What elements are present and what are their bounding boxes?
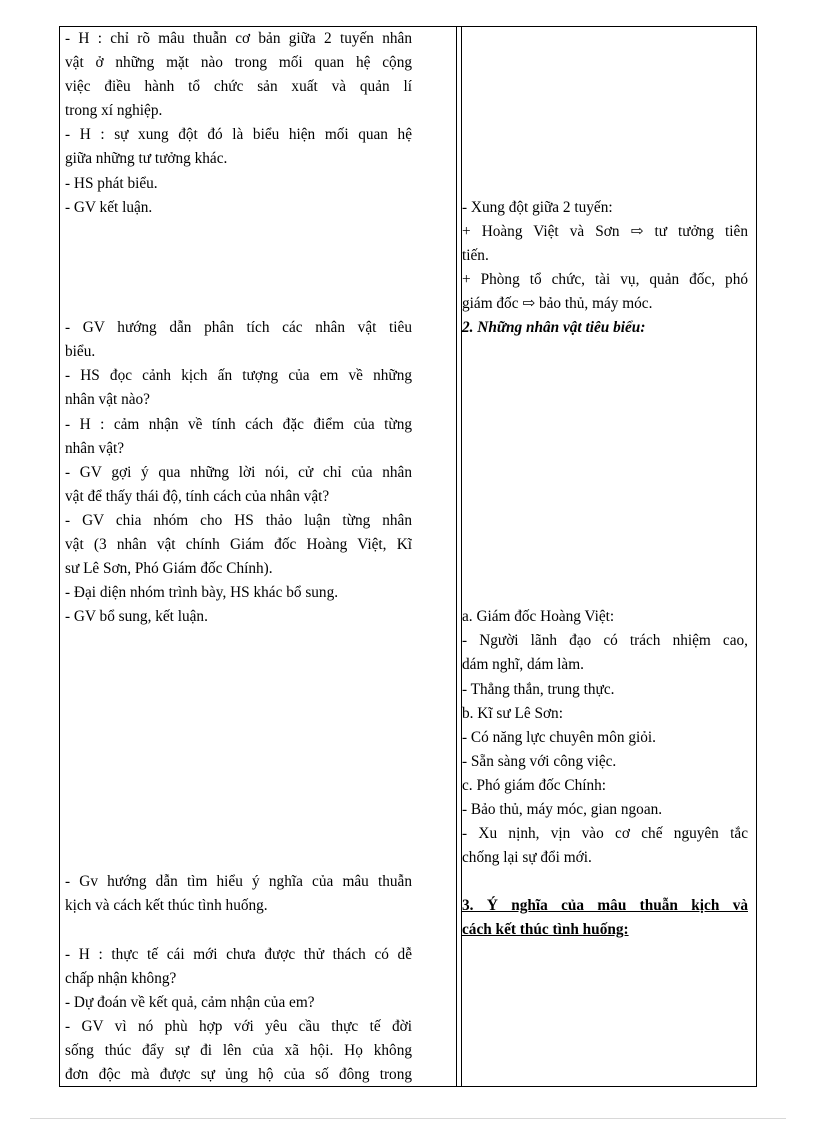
lesson-content-line: - Xu nịnh, vịn vào cơ chế nguyên tắc — [462, 825, 748, 843]
teacher-activity-line: kịch và cách kết thúc tình huống. — [65, 897, 268, 915]
lesson-content-line: 3. Ý nghĩa của mâu thuẫn kịch và — [462, 897, 748, 915]
lesson-content-line — [462, 581, 748, 605]
teacher-activity-line: nhân vật nào? — [65, 391, 150, 409]
lesson-content-line — [462, 75, 748, 99]
lesson-content-line — [462, 364, 748, 388]
lesson-content-line — [462, 557, 748, 581]
lesson-content-line — [462, 437, 748, 461]
lesson-content-line: a. Giám đốc Hoàng Việt: — [462, 608, 615, 626]
teacher-activity-line: - Gv hướng dẫn tìm hiểu ý nghĩa của mâu thuẫn — [65, 873, 412, 891]
lesson-content-line — [462, 172, 748, 196]
teacher-activity-line: - HS đọc cảnh kịch ấn tượng của em về những — [65, 367, 412, 385]
lesson-content-line — [462, 870, 748, 894]
lesson-content-line — [462, 147, 748, 171]
lesson-content-line: + Hoàng Việt và Sơn ⇨ tư tưởng tiên — [462, 222, 748, 240]
teacher-activity-line: - GV vì nó phù hợp với yêu cầu thực tế đời — [65, 1017, 412, 1035]
lesson-content-line: - Sẵn sàng với công việc. — [462, 752, 617, 770]
lesson-content-column — [462, 27, 748, 943]
teacher-activity-line — [65, 846, 412, 870]
teacher-activity-line: giữa những tư tưởng khác. — [65, 150, 228, 168]
lesson-content-line — [462, 123, 748, 147]
lesson-content-line — [462, 340, 748, 364]
teacher-activity-line: - GV kết luận. — [65, 198, 153, 216]
teacher-activity-line — [65, 653, 412, 677]
teacher-activity-line: - Dự đoán về kết quả, cảm nhận của em? — [65, 993, 315, 1011]
lesson-content-line: tiến. — [462, 246, 489, 264]
lesson-content-line: cách kết thúc tình huống: — [462, 921, 629, 939]
teacher-activity-line: vật (3 nhân vật chính Giám đốc Hoàng Việt, Kĩ — [65, 535, 412, 553]
teacher-activity-line: - GV hướng dẫn phân tích các nhân vật tiêu — [65, 319, 412, 337]
teacher-activity-line — [65, 220, 412, 244]
teacher-activity-line: - GV gợi ý qua những lời nói, cử chỉ của nhân — [65, 463, 412, 481]
teacher-activities-column — [65, 27, 412, 1087]
lesson-content-line: b. Kĩ sư Lê Sơn: — [462, 704, 563, 722]
teacher-activity-line: vật để thấy thái độ, tính cách của nhân vật? — [65, 487, 330, 505]
teacher-activity-line — [65, 798, 412, 822]
lesson-content-line: - Xung đột giữa 2 tuyến: — [462, 198, 613, 216]
teacher-activity-line — [65, 750, 412, 774]
column-divider-left — [456, 26, 457, 1087]
teacher-activity-line: - H : thực tế cái mới chưa được thử thách có dễ — [65, 945, 412, 963]
lesson-content-line — [462, 509, 748, 533]
teacher-activity-line: - HS phát biểu. — [65, 174, 158, 192]
teacher-activity-line: - H : sự xung đột đó là biểu hiện mối quan hệ — [65, 126, 412, 144]
teacher-activity-line: đơn độc mà được sự ủng hộ của số đông trong — [65, 1066, 412, 1084]
teacher-activity-line — [65, 702, 412, 726]
teacher-activity-line — [65, 918, 412, 942]
lesson-content-line — [462, 27, 748, 51]
teacher-activity-line — [65, 726, 412, 750]
teacher-activity-line — [65, 629, 412, 653]
teacher-activity-line: biểu. — [65, 343, 96, 361]
teacher-activity-line — [65, 822, 412, 846]
teacher-activity-line: - Đại diện nhóm trình bày, HS khác bổ sung. — [65, 584, 339, 602]
teacher-activity-line — [65, 678, 412, 702]
teacher-activity-line: trong xí nghiệp. — [65, 102, 163, 120]
lesson-content-line — [462, 533, 748, 557]
lesson-content-line — [462, 485, 748, 509]
teacher-activity-line: - GV chia nhóm cho HS thảo luận từng nhân — [65, 511, 412, 529]
teacher-activity-line — [65, 268, 412, 292]
lesson-content-line: - Bảo thủ, máy móc, gian ngoan. — [462, 801, 663, 818]
teacher-activity-line — [65, 292, 412, 316]
teacher-activity-line: - H : chỉ rõ mâu thuẫn cơ bản giữa 2 tuyến nhân — [65, 30, 412, 47]
lesson-content-line: 2. Những nhân vật tiêu biểu: — [462, 319, 646, 337]
lesson-content-line — [462, 461, 748, 485]
teacher-activity-line: chấp nhận không? — [65, 969, 177, 987]
teacher-activity-line — [65, 244, 412, 268]
lesson-content-line: - Thẳng thắn, trung thực. — [462, 680, 615, 698]
lesson-content-line — [462, 388, 748, 412]
teacher-activity-line: sư Lê Sơn, Phó Giám đốc Chính). — [65, 560, 273, 578]
teacher-activity-line: - H : cảm nhận về tính cách đặc điểm của từng — [65, 415, 412, 433]
teacher-activity-line: việc điều hành tổ chức sản xuất và quản lí — [65, 78, 412, 96]
lesson-content-line: chống lại sự đổi mới. — [462, 849, 592, 867]
lesson-table — [59, 26, 757, 1087]
lesson-content-line — [462, 413, 748, 437]
lesson-content-line: - Người lãnh đạo có trách nhiệm cao, — [462, 632, 748, 650]
teacher-activity-line: - GV bổ sung, kết luận. — [65, 608, 208, 626]
page-bottom-rule — [30, 1118, 786, 1119]
lesson-content-line: c. Phó giám đốc Chính: — [462, 776, 607, 794]
lesson-content-line: + Phòng tổ chức, tài vụ, quản đốc, phó — [462, 270, 748, 288]
lesson-content-line: dám nghĩ, dám làm. — [462, 656, 584, 674]
teacher-activity-line: nhân vật? — [65, 439, 125, 457]
teacher-activity-line: vật ở những mặt nào trong mối quan hệ cộng — [65, 54, 412, 72]
lesson-content-line — [462, 51, 748, 75]
lesson-content-line: giám đốc ⇨ bảo thủ, máy móc. — [462, 295, 653, 313]
lesson-content-line — [462, 99, 748, 123]
lesson-content-line: - Có năng lực chuyên môn giỏi. — [462, 728, 656, 746]
teacher-activity-line: sống thúc đẩy sự đi lên của xã hội. Họ không — [65, 1041, 412, 1059]
teacher-activity-line — [65, 774, 412, 798]
